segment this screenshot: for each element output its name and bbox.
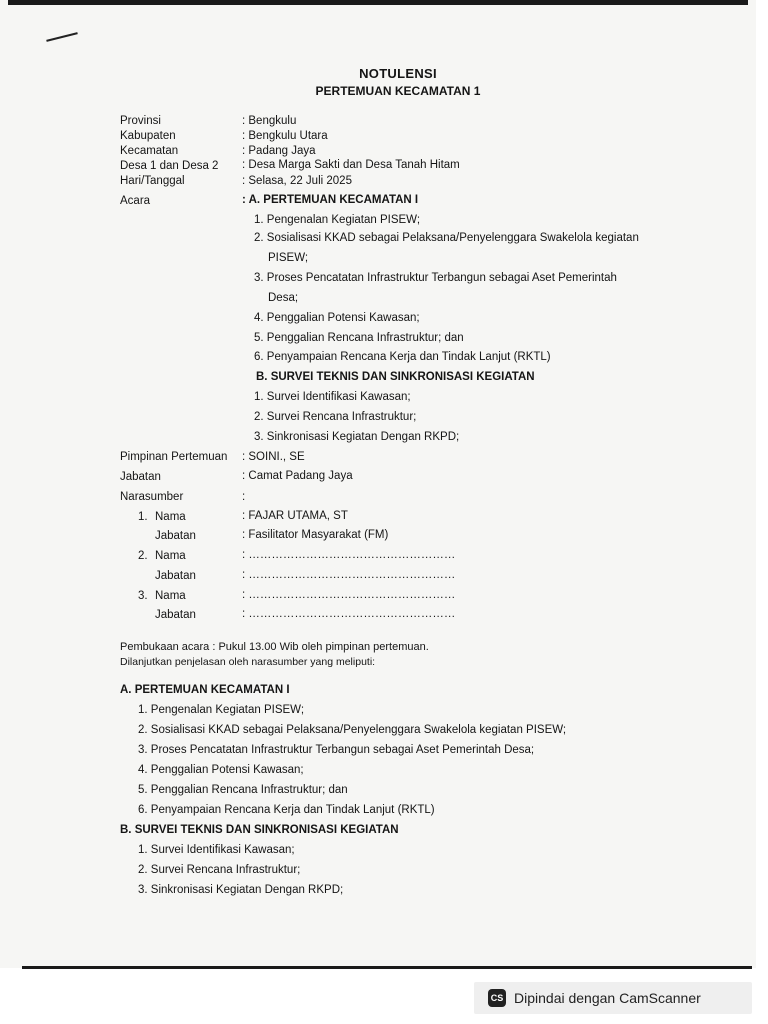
narasumber-label: Narasumber xyxy=(120,491,184,503)
section-a-item: 5. Penggalian Rencana Infrastruktur; dan xyxy=(138,784,348,796)
narasumber-jabatan-value: : ……………………………………………… xyxy=(242,569,456,581)
acara-a-item: 6. Penyampaian Rencana Kerja dan Tindak Lanjut (RKTL) xyxy=(254,351,551,363)
acara-b-item: 2. Survei Rencana Infrastruktur; xyxy=(254,411,417,423)
acara-a-item: 2. Sosialisasi KKAD sebagai Pelaksana/Penyelenggara Swakelola kegiatan xyxy=(254,232,639,244)
section-b-item: 2. Survei Rencana Infrastruktur; xyxy=(138,864,301,876)
camscanner-label: Dipindai dengan CamScanner xyxy=(514,990,701,1006)
section-a-item: 6. Penyampaian Rencana Kerja dan Tindak Lanjut (RKTL) xyxy=(138,804,435,816)
narasumber-jabatan-label: Jabatan xyxy=(155,530,196,542)
narasumber-number: 3. xyxy=(138,590,148,602)
narasumber-nama-value: : FAJAR UTAMA, ST xyxy=(242,510,348,522)
narasumber-jabatan-label: Jabatan xyxy=(155,570,196,582)
acara-b-item: 3. Sinkronisasi Kegiatan Dengan RKPD; xyxy=(254,431,460,443)
page-bottom-edge xyxy=(22,966,752,969)
section-b-heading: B. SURVEI TEKNIS DAN SINKRONISASI KEGIATAN xyxy=(120,824,399,836)
camscanner-badge xyxy=(474,982,752,1014)
acara-heading-b: B. SURVEI TEKNIS DAN SINKRONISASI KEGIATAN xyxy=(256,371,535,383)
field-label-kabupaten: Kabupaten xyxy=(120,130,176,142)
section-a-item: 2. Sosialisasi KKAD sebagai Pelaksana/Penyelenggara Swakelola kegiatan PISEW; xyxy=(138,724,567,736)
field-label-desa: Desa 1 dan Desa 2 xyxy=(120,160,219,172)
acara-a-item: 4. Penggalian Potensi Kawasan; xyxy=(254,312,420,324)
acara-a-item: 5. Penggalian Rencana Infrastruktur; dan xyxy=(254,332,464,344)
narasumber-colon: : xyxy=(242,491,246,503)
section-a-item: 3. Proses Pencatatan Infrastruktur Terbangun sebagai Aset Pemerintah Desa; xyxy=(138,744,535,756)
page-top-edge xyxy=(8,0,748,5)
narasumber-jabatan-value: : ……………………………………………… xyxy=(242,608,456,620)
jabatan-value: : Camat Padang Jaya xyxy=(242,470,353,482)
field-label-provinsi: Provinsi xyxy=(120,115,161,127)
field-value-tanggal: : Selasa, 22 Juli 2025 xyxy=(242,175,352,187)
section-a-item: 4. Penggalian Potensi Kawasan; xyxy=(138,764,304,776)
section-a-item: 1. Pengenalan Kegiatan PISEW; xyxy=(138,704,305,716)
acara-b-item: 1. Survei Identifikasi Kawasan; xyxy=(254,391,411,403)
pimpinan-label: Pimpinan Pertemuan xyxy=(120,451,228,463)
narasumber-nama-label: Nama xyxy=(155,590,186,602)
field-value-kabupaten: : Bengkulu Utara xyxy=(242,130,328,142)
field-value-kecamatan: : Padang Jaya xyxy=(242,145,316,157)
acara-a-item-cont: Desa; xyxy=(268,292,299,304)
document-subtitle: PERTEMUAN KECAMATAN 1 xyxy=(315,84,481,98)
dilanjutkan-text: Dilanjutkan penjelasan oleh narasumber yang meliputi: xyxy=(120,656,376,668)
narasumber-nama-value: : ……………………………………………… xyxy=(242,549,456,561)
pen-mark xyxy=(46,32,78,42)
field-value-desa: : Desa Marga Sakti dan Desa Tanah Hitam xyxy=(242,159,460,171)
jabatan-label: Jabatan xyxy=(120,471,161,483)
acara-a-item: 1. Pengenalan Kegiatan PISEW; xyxy=(254,214,421,226)
field-label-kecamatan: Kecamatan xyxy=(120,145,179,157)
pembukaan-text: Pembukaan acara : Pukul 13.00 Wib oleh pimpinan pertemuan. xyxy=(120,641,429,653)
camscanner-logo-icon: CS xyxy=(488,989,506,1007)
narasumber-nama-label: Nama xyxy=(155,550,186,562)
section-a-heading: A. PERTEMUAN KECAMATAN I xyxy=(120,684,290,696)
document-title: NOTULENSI xyxy=(359,66,437,81)
field-value-provinsi: : Bengkulu xyxy=(242,115,297,127)
pimpinan-value: : SOINI., SE xyxy=(242,451,305,463)
narasumber-jabatan-label: Jabatan xyxy=(155,609,196,621)
section-b-item: 1. Survei Identifikasi Kawasan; xyxy=(138,844,295,856)
field-label-tanggal: Hari/Tanggal xyxy=(120,175,185,187)
narasumber-nama-label: Nama xyxy=(155,511,186,523)
narasumber-number: 1. xyxy=(138,511,148,523)
narasumber-nama-value: : ……………………………………………… xyxy=(242,589,456,601)
narasumber-number: 2. xyxy=(138,550,148,562)
section-b-item: 3. Sinkronisasi Kegiatan Dengan RKPD; xyxy=(138,884,344,896)
acara-heading-a: : A. PERTEMUAN KECAMATAN I xyxy=(242,194,419,206)
narasumber-jabatan-value: : Fasilitator Masyarakat (FM) xyxy=(242,529,389,541)
acara-a-item: 3. Proses Pencatatan Infrastruktur Terbangun sebagai Aset Pemerintah xyxy=(254,272,617,284)
acara-label: Acara xyxy=(120,195,151,207)
acara-a-item-cont: PISEW; xyxy=(268,252,309,264)
